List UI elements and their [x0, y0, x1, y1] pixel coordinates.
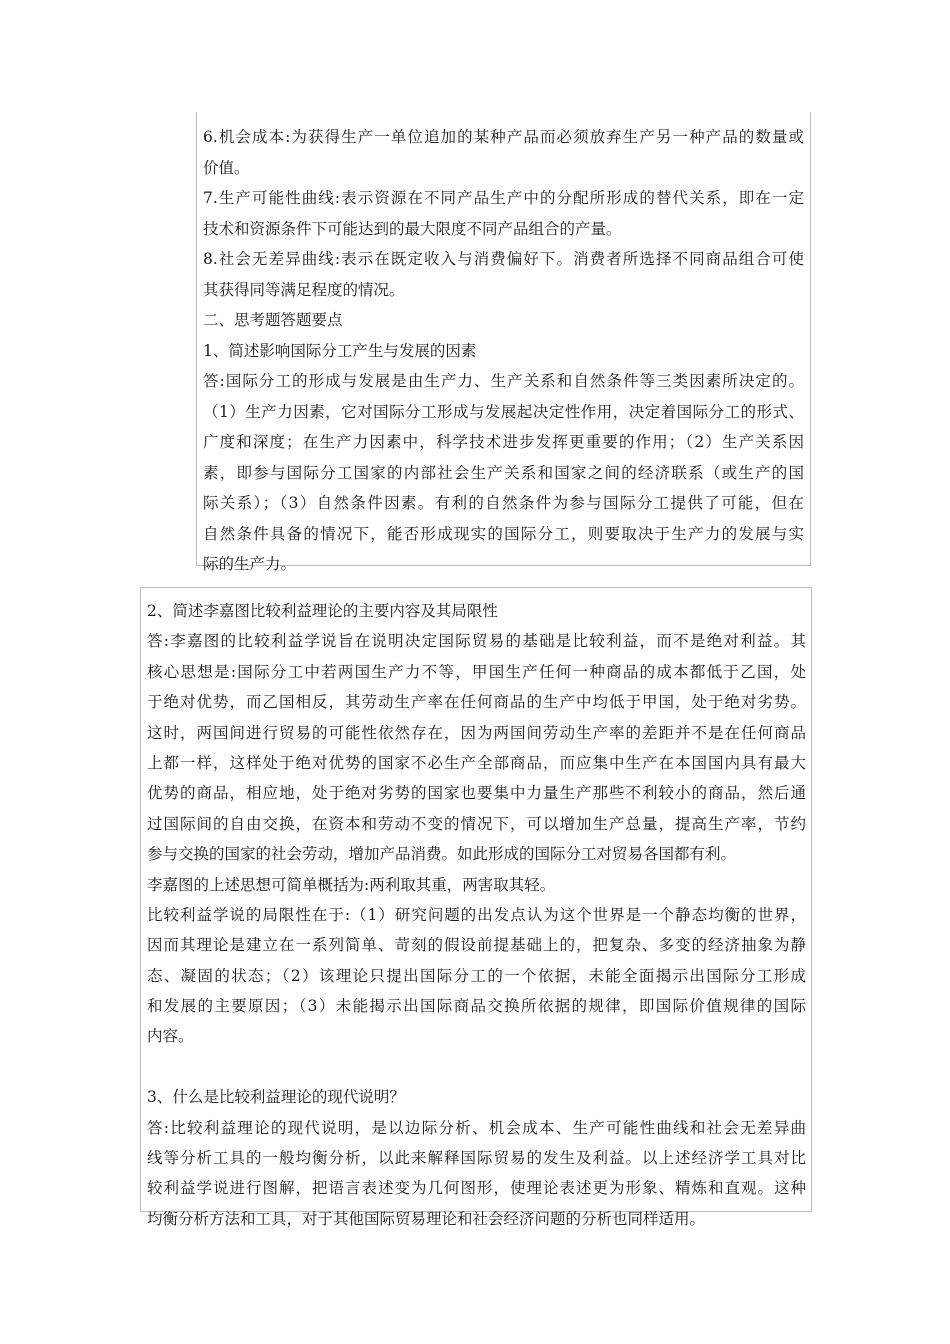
text-line: 和发展的主要原因；（3）未能揭示出国际商品交换所依据的规律，即国际价值规律的国际	[147, 997, 806, 1016]
text-line: 于绝对优势，而乙国相反，其劳动生产率在任何商品的生产中均低于甲国，处于绝对劣势。	[147, 693, 806, 712]
question-title: 2、简述李嘉图比较利益理论的主要内容及其局限性	[147, 602, 498, 620]
section-heading: 二、思考题答题要点	[203, 311, 343, 329]
text-line: 参与交换的国家的社会劳动，增加产品消费。如此形成的国际分工对贸易各国都有利。	[147, 845, 737, 864]
text-line: 答:国际分工的形成与发展是由生产力、生产关系和自然条件等三类因素所决定的。	[203, 372, 804, 390]
text-line: 际关系）；（3）自然条件因素。有利的自然条件为参与国际分工提供了可能，但在	[203, 494, 804, 512]
text-line: 其获得同等满足程度的情况。	[203, 280, 405, 299]
text-line: 线等分析工具的一般均衡分析，以此来解释国际贸易的发生及利益。以上述经济学工具对比	[147, 1149, 806, 1168]
text-line: 较利益学说进行图解，把语言表述变为几何图形，使理论表述更为形象、精炼和直观。这种	[147, 1179, 806, 1198]
text-line: 6.机会成本:为获得生产一单位追加的某种产品而必须放弃生产另一种产品的数量或	[203, 128, 804, 146]
text-line: 内容。	[147, 1027, 194, 1046]
text-line: 均衡分析方法和工具，对于其他国际贸易理论和社会经济问题的分析也同样适用。	[147, 1209, 706, 1228]
question-title: 3、什么是比较利益理论的现代说明？	[147, 1088, 405, 1107]
blank-line	[147, 1052, 806, 1082]
text-line: 比较利益学说的局限性在于:（1）研究问题的出发点认为这个世界是一个静态均衡的世界，	[147, 905, 806, 924]
text-line: 这时，两国间进行贸易的可能性依然存在，因为两国间劳动生产率的差距并不是在任何商品	[147, 723, 806, 742]
text-line: （1）生产力因素，它对国际分工形成与发展起决定性作用，决定着国际分工的形式、	[203, 402, 804, 421]
content-block-definitions	[196, 112, 811, 573]
text-line: 素，即参与国际分工国家的内部社会生产关系和国家之间的经济联系（或生产的国	[203, 463, 804, 482]
text-line: 优势的商品，相应地，处于绝对劣势的国家也要集中力量生产那些不利较小的商品，然后通	[147, 784, 806, 803]
text-line: 答:比较利益理论的现代说明，是以边际分析、机会成本、生产可能性曲线和社会无差异曲	[147, 1118, 806, 1137]
text-line: 过国际间的自由交换，在资本和劳动不变的情况下，可以增加生产总量，提高生产率，节约	[147, 814, 806, 833]
text-line: 技术和资源条件下可能达到的最大限度不同产品组合的产量。	[203, 219, 622, 238]
text-line: 答:李嘉图的比较利益学说旨在说明决定国际贸易的基础是比较利益，而不是绝对利益。其	[147, 632, 806, 651]
text-line: 8.社会无差异曲线:表示在既定收入与消费偏好下。消费者所选择不同商品组合可使	[203, 250, 804, 268]
text-line: 因而其理论是建立在一系列简单、苛刻的假设前提基础上的，把复杂、多变的经济抽象为静	[147, 936, 806, 955]
text-line: 际的生产力。	[203, 555, 297, 573]
content-block-questions	[140, 587, 812, 1228]
text-line: 上都一样，这样处于绝对优势的国家不必生产全部商品，而应集中生产在本国国内具有最大	[147, 753, 806, 772]
text-line: 价值。	[203, 158, 250, 177]
text-line: 广度和深度；在生产力因素中，科学技术进步发挥更重要的作用；（2）生产关系因	[203, 433, 804, 451]
text-line: 李嘉图的上述思想可简单概括为:两利取其重，两害取其轻。	[147, 875, 556, 894]
text-line: 态、凝固的状态；（2）该理论只提出国际分工的一个依据，未能全面揭示出国际分工形成	[147, 966, 806, 985]
text-line: 7.生产可能性曲线:表示资源在不同产品生产中的分配所形成的替代关系，即在一定	[203, 189, 804, 207]
text-line: 自然条件具备的情况下，能否形成现实的国际分工，则要取决于生产力的发展与实	[203, 524, 804, 543]
question-title: 1、简述影响国际分工产生与发展的因素	[203, 341, 477, 360]
text-line: 核心思想是:国际分工中若两国生产力不等，甲国生产任何一种商品的成本都低于乙国，处	[147, 662, 806, 681]
